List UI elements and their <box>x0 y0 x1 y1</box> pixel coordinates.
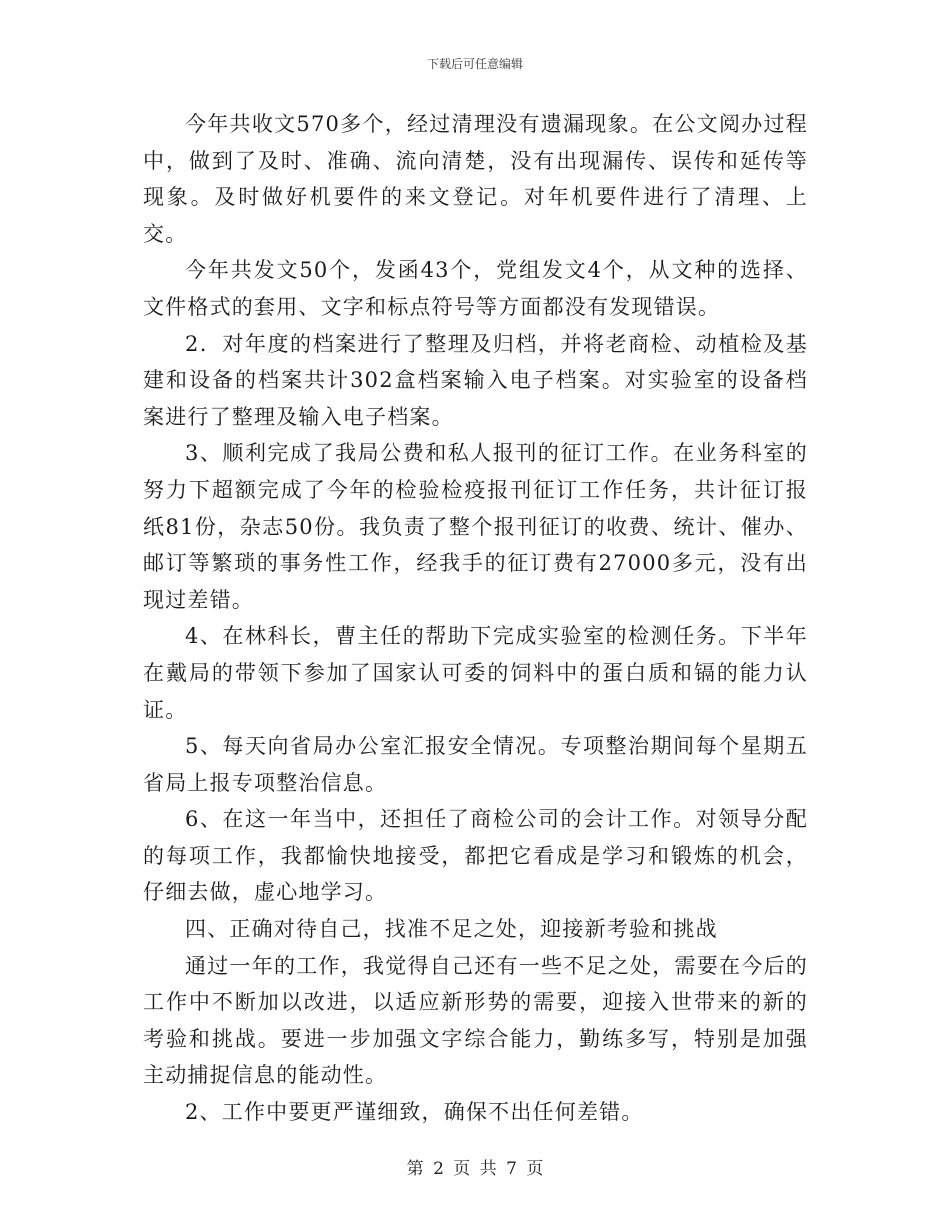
paragraph-archives: 2．对年度的档案进行了整理及归档，并将老商检、动植检及基建和设备的档案共计302盒档案输入电子档案。对实验室的设备档案进行了整理及输入电子档案。 <box>143 331 808 429</box>
paragraph-improvement: 2、工作中要更严谨细致，确保不出任何差错。 <box>185 1100 644 1125</box>
section-heading: 四、正确对待自己，找准不足之处，迎接新考验和挑战 <box>185 917 718 942</box>
paragraph-subscriptions: 3、顺利完成了我局公费和私人报刊的征订工作。在业务科室的努力下超额完成了今年的检验检疫报刊征订工作任务，共计征订报纸81份，杂志50份。我负责了整个报刊征订的收费、统计、催办、邮订等繁琐的事务性工作，经我手的征订费有27000多元，没有出现过差错。 <box>143 441 808 612</box>
page-number-footer: 第 2 页 共 7 页 <box>406 1159 544 1179</box>
paragraph-incoming-documents: 今年共收文570多个，经过清理没有遗漏现象。在公文阅办过程中，做到了及时、准确、流向清楚，没有出现漏传、误传和延传等现象。及时做好机要件的来文登记。对年机要件进行了清理、上交。 <box>143 112 808 246</box>
paragraph-shortcomings: 通过一年的工作，我觉得自己还有一些不足之处，需要在今后的工作中不断加以改进，以适应新形势的需要，迎接入世带来的新的考验和挑战。要进一步加强文字综合能力，勤练多写，特别是加强主动捕捉信息的能动性。 <box>143 953 808 1088</box>
page-header: 下载后可任意编辑 <box>426 57 523 71</box>
paragraph-safety-report: 5、每天向省局办公室汇报安全情况。专项整治期间每个星期五省局上报专项整治信息。 <box>143 734 808 795</box>
paragraph-lab-testing: 4、在林科长，曹主任的帮助下完成实验室的检测任务。下半年在戴局的带领下参加了国家认可委的饲料中的蛋白质和镉的能力认证。 <box>143 624 808 722</box>
paragraph-outgoing-documents: 今年共发文50个，发函43个，党组发文4个，从文种的选择、文件格式的套用、文字和标点符号等方面都没有发现错误。 <box>143 258 808 319</box>
document-body <box>143 106 808 1131</box>
paragraph-accounting: 6、在这一年当中，还担任了商检公司的会计工作。对领导分配的每项工作，我都愉快地接受，都把它看成是学习和锻炼的机会，仔细去做，虚心地学习。 <box>143 807 808 905</box>
